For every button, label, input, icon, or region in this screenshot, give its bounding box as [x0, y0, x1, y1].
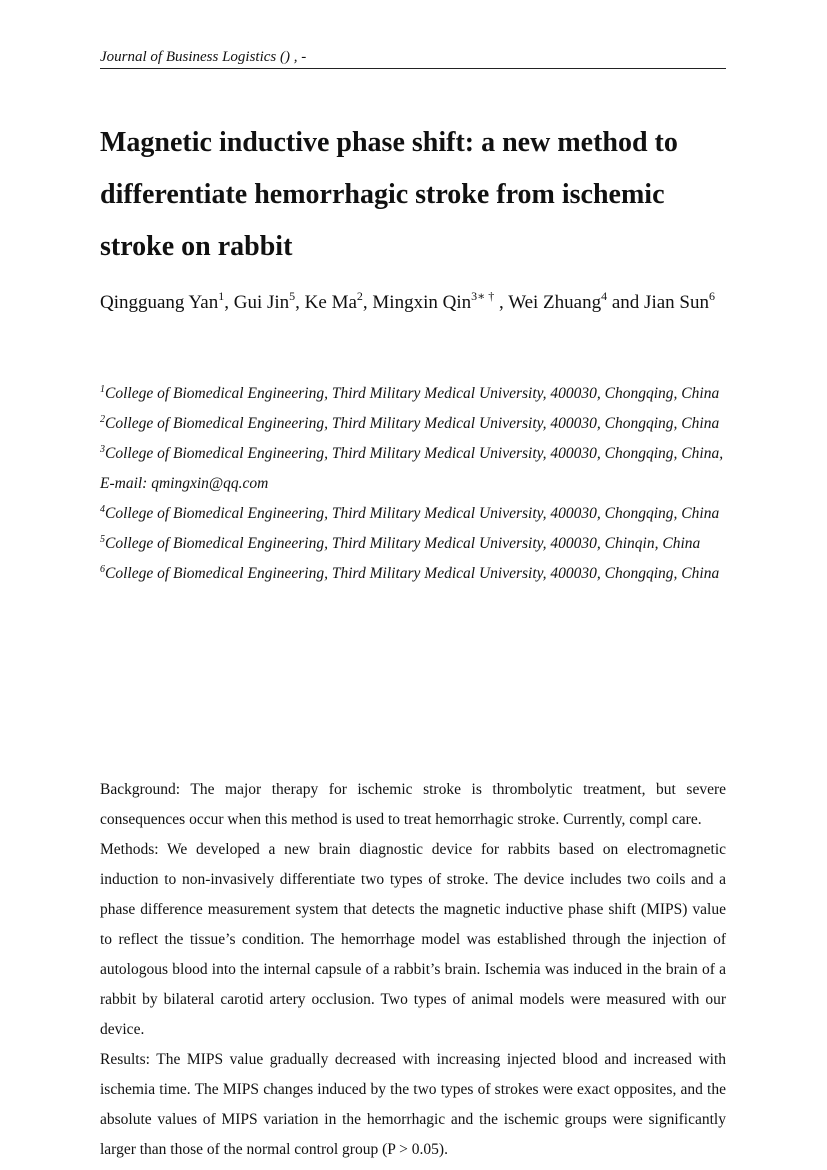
running-head: Journal of Business Logistics () , -	[100, 47, 726, 69]
author-affil-mark: 3∗ †	[471, 288, 495, 303]
affiliation-text: College of Biomedical Engineering, Third Military Medical University, 400030, Chongqing, China	[105, 505, 720, 522]
author-separator: ,	[224, 292, 234, 313]
author-list	[100, 284, 726, 321]
author-affil-mark: 4	[601, 288, 608, 303]
abstract-background: Background: The major therapy for ischemic stroke is thrombolytic treatment, but severe consequences occur when this method is used to treat hemorrhagic stroke. Currently, compl care.	[100, 781, 726, 828]
affiliation-number: 2	[100, 413, 105, 425]
affiliation-text: College of Biomedical Engineering, Third Military Medical University, 400030, Chinqin, China	[105, 535, 701, 552]
author-name: Ke Ma	[304, 292, 357, 313]
author-separator: ,	[362, 292, 373, 313]
affiliation-number: 1	[100, 383, 105, 395]
abstract	[100, 775, 726, 1165]
abstract-methods: Methods: We developed a new brain diagnostic device for rabbits based on electromagnetic induction to non-invasively differentiate two types of stroke. The device includes two coils and a phase difference measurement system that detects the magnetic inductive phase shift (MIPS) value to reflect the tissue’s condition. The hemorrhage model was established through the injection of autologous blood into the internal capsule of a rabbit’s brain. Ischemia was induced in the brain of a rabbit by bilateral carotid artery occlusion. Two types of animal models were measured with our device.	[100, 841, 726, 1038]
affiliation-item	[100, 499, 726, 529]
paper-title: Magnetic inductive phase shift: a new method to differentiate hemorrhagic stroke from ischemic stroke on rabbit	[100, 127, 678, 262]
author-name: Gui Jin	[233, 292, 290, 313]
abstract-results: Results: The MIPS value gradually decreased with increasing injected blood and increased with ischemia time. The MIPS changes induced by the two types of strokes were exact opposites, and the absolute values of MIPS variation in the hemorrhagic and the ischemic groups were significantly larger than those of the normal control group (P > 0.05).	[100, 1051, 726, 1158]
affiliation-item	[100, 529, 726, 559]
affiliation-number: 4	[100, 503, 105, 515]
affiliation-number: 3	[100, 443, 105, 455]
author-separator: and	[607, 292, 645, 313]
affiliation-item	[100, 409, 726, 439]
affiliation-number: 5	[100, 533, 105, 545]
author-separator: ,	[295, 292, 305, 313]
author-affil-mark: 1	[218, 288, 225, 303]
affiliation-text: College of Biomedical Engineering, Third Military Medical University, 400030, Chongqing, China	[105, 415, 720, 432]
author-name: Mingxin Qin	[372, 292, 472, 313]
author-name: Qingguang Yan	[100, 292, 219, 313]
author-name: Jian Sun	[644, 292, 709, 313]
author-affil-mark: 2	[356, 288, 363, 303]
affiliation-text: College of Biomedical Engineering, Third Military Medical University, 400030, Chongqing, China	[105, 385, 720, 402]
affiliation-item	[100, 559, 726, 589]
author-name: Wei Zhuang	[508, 292, 602, 313]
affiliation-text: College of Biomedical Engineering, Third Military Medical University, 400030, Chongqing, China	[105, 565, 720, 582]
affiliation-item	[100, 439, 726, 499]
affiliation-number: 6	[100, 563, 105, 575]
author-affil-mark: 5	[289, 288, 296, 303]
author-affil-mark: 6	[708, 288, 715, 303]
affiliation-item	[100, 379, 726, 409]
affiliation-list	[100, 379, 726, 589]
author-separator: ,	[494, 292, 509, 313]
affiliation-text: College of Biomedical Engineering, Third Military Medical University, 400030, Chongqing, China, E-mail: qmingxin@qq.com	[100, 445, 724, 492]
